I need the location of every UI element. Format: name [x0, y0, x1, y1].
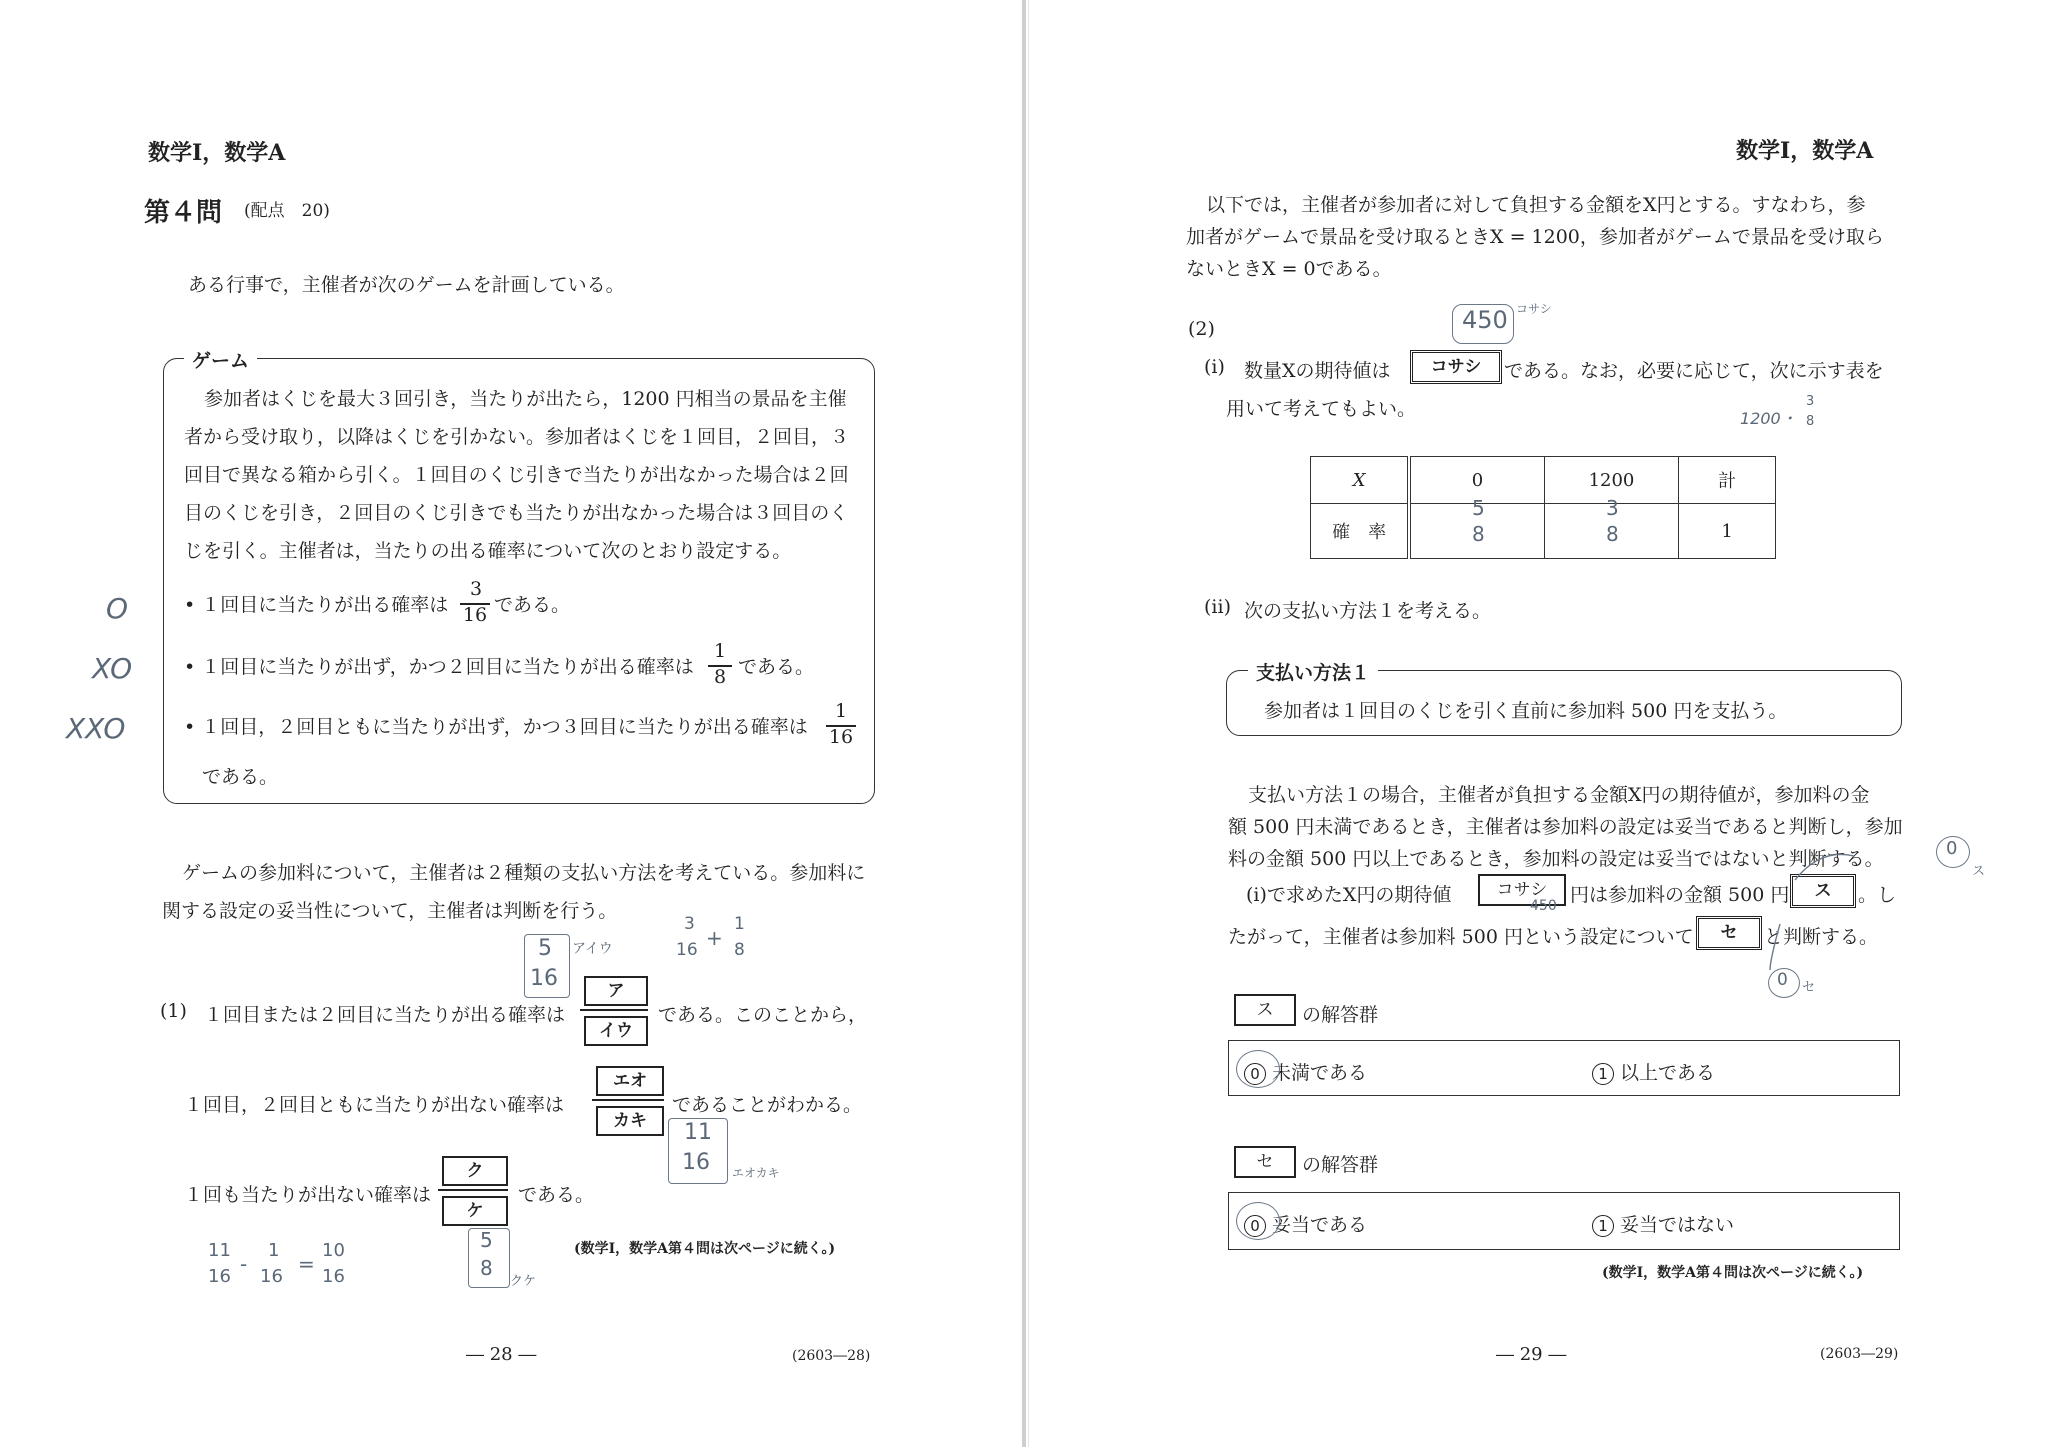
handwritten-calc: 1	[734, 914, 745, 934]
handwritten-number: 16	[682, 1150, 710, 1175]
handwritten-connector-lines	[1700, 840, 1940, 970]
game-line: 参加者はくじを最大３回引き，当たりが出たら，1200 円相当の景品を主催	[204, 388, 847, 410]
se-choice-label: の解答群	[1302, 1154, 1379, 1176]
q1-label: (1)	[160, 1000, 187, 1022]
answer-box-a[interactable]: ア	[584, 976, 648, 1006]
handwritten-number: 8	[480, 1256, 493, 1280]
handwritten-probability: 5	[1472, 496, 1485, 520]
game-line: じを引く。主催者は，当たりの出る確率について次のとおり設定する。	[184, 540, 792, 562]
handwritten-calc: -	[240, 1252, 248, 1276]
handwritten-note: ス	[1972, 864, 1986, 879]
answer-box-su[interactable]: ス	[1790, 874, 1856, 908]
fraction-bar	[438, 1189, 508, 1191]
fraction-bar	[580, 1009, 648, 1011]
handwritten-probability: 3	[1606, 496, 1619, 520]
page-number: ― 28 ―	[466, 1344, 537, 1365]
q2i-label: (i)	[1204, 356, 1225, 378]
answer-box-ke[interactable]: ケ	[442, 1196, 508, 1226]
handwritten-mark: XO	[92, 652, 133, 685]
answer-box-iu[interactable]: イウ	[584, 1016, 648, 1046]
q1b-text: １回目，２回目ともに当たりが出ない確率は	[184, 1094, 565, 1116]
paragraph-line: 料の金額 500 円以上であるとき，参加料の設定は妥当ではないと判断する。	[1228, 848, 1884, 870]
handwritten-mark: XXO	[66, 712, 126, 745]
q2-label: (2)	[1188, 318, 1215, 340]
table-row-label: 確 率	[1311, 504, 1410, 559]
q1-text: １回目または２回目に当たりが出る確率は	[204, 1004, 566, 1026]
book-spine-shadow	[1028, 0, 1029, 1447]
choice-option-1[interactable]: 1 妥当ではない	[1592, 1210, 1734, 1237]
answer-box-kosashi[interactable]: コサシ	[1410, 350, 1502, 384]
handwritten-number: 5	[480, 1228, 493, 1252]
handwritten-note: 450	[1530, 898, 1557, 914]
handwritten-answer: 0	[1946, 838, 1958, 859]
handwritten-calc: 1200・	[1740, 409, 1797, 428]
answer-box-ku[interactable]: ク	[442, 1156, 508, 1186]
handwritten-calc: 16	[208, 1266, 231, 1287]
handwritten-note: アイウ	[572, 941, 613, 957]
choice-option-0[interactable]: 0 妥当である	[1244, 1210, 1367, 1237]
paragraph-line: 関する設定の妥当性について，主催者は判断を行う。	[162, 900, 618, 922]
fraction-numerator: 3	[469, 578, 483, 600]
handwritten-answer: 0	[1777, 970, 1788, 990]
handwritten-calc: +	[706, 926, 723, 950]
choice-number: 1	[1592, 1215, 1614, 1237]
q2ii-label: (ii)	[1204, 596, 1231, 618]
game-box-title: ゲーム	[184, 346, 257, 373]
continue-note: (数学Ⅰ，数学A第４問は次ページに続く。)	[1602, 1265, 1864, 1281]
answer-box-eo[interactable]: エオ	[596, 1066, 664, 1096]
fraction-denominator: 16	[828, 726, 854, 748]
handwritten-probability: 8	[1606, 522, 1619, 546]
q2ii-text: 次の支払い方法１を考える。	[1244, 600, 1492, 622]
handwritten-number: 450	[1462, 306, 1508, 334]
answer-box-kaki[interactable]: カキ	[596, 1106, 664, 1136]
answer-box-kosashi-ref[interactable]: コサシ	[1478, 874, 1566, 906]
intro-line: 加者がゲームで景品を受け取るときX = 1200，参加者がゲームで景品を受け取ら	[1186, 226, 1884, 248]
bullet-tail: である。	[202, 766, 279, 788]
line-a-text: (i)で求めたX円の期待値	[1246, 884, 1452, 906]
book-spine	[1022, 0, 1026, 1447]
handwritten-number: 16	[530, 966, 558, 991]
handwritten-note: コサシ	[1516, 302, 1552, 316]
bullet-item: • １回目に当たりが出ず，かつ２回目に当たりが出る確率は	[184, 656, 694, 678]
se-choice-label-box: セ	[1234, 1146, 1296, 1178]
handwritten-calc: 8	[1806, 414, 1815, 429]
choice-number: 0	[1244, 1063, 1266, 1085]
handwritten-calc: 16	[676, 940, 698, 960]
table-header-cell: 1200	[1544, 457, 1678, 504]
choice-number: 0	[1244, 1215, 1266, 1237]
handwritten-number: 5	[538, 936, 552, 961]
handwritten-calc: 8	[734, 940, 745, 960]
line-a-text: 円は参加料の金額 500 円	[1570, 884, 1790, 906]
handwritten-calc: 11	[208, 1240, 231, 1261]
page-header: 数学Ⅰ，数学A	[1736, 138, 1874, 164]
fraction-bar	[592, 1099, 664, 1101]
q2i-tail: である。なお，必要に応じて，次に示す表を	[1504, 360, 1884, 382]
paragraph-line: 額 500 円未満であるとき，主催者は参加料の設定は妥当であると判断し，参加	[1228, 816, 1903, 838]
q1c-tail: である。	[518, 1184, 595, 1206]
game-line: 者から受け取り，以降はくじを引かない。参加者はくじを１回目，２回目，３	[184, 426, 850, 448]
handwritten-calc: 3	[1806, 394, 1815, 409]
intro-text: ある行事で，主催者が次のゲームを計画している。	[188, 274, 625, 296]
line-b-tail: と判断する。	[1764, 926, 1879, 948]
intro-line: ないときX = 0である。	[1186, 258, 1392, 280]
su-choice-label-box: ス	[1234, 994, 1296, 1026]
handwritten-calc: 16	[260, 1266, 283, 1287]
page-code: (2603―29)	[1820, 1346, 1899, 1362]
choice-option-1[interactable]: 1 以上である	[1592, 1058, 1715, 1085]
line-b-text: たがって，主催者は参加料 500 円という設定について	[1228, 926, 1694, 948]
handwritten-note: クケ	[510, 1274, 537, 1289]
table-header-cell: 0	[1409, 457, 1544, 504]
page-number: ― 29 ―	[1496, 1344, 1567, 1365]
line-a-tail: 。し	[1858, 884, 1897, 906]
fraction-numerator: 1	[713, 640, 727, 662]
intro-line: 以下では，主催者が参加者に対して負担する金額をX円とする。すなわち，参	[1206, 194, 1866, 216]
points-label: (配点 20)	[244, 201, 330, 221]
paragraph-line: 支払い方法１の場合，主催者が負担する金額X円の期待値が，参加料の金	[1248, 784, 1870, 806]
handwritten-calc: 10	[322, 1240, 345, 1261]
fraction-denominator: 8	[713, 666, 727, 688]
table-header-cell: X	[1311, 457, 1410, 504]
handwritten-circle	[1236, 1202, 1280, 1240]
q1c-text: １回も当たりが出ない確率は	[184, 1184, 432, 1206]
bullet-tail: である。	[738, 656, 815, 678]
handwritten-note: エオカキ	[732, 1166, 780, 1180]
handwritten-note: セ	[1802, 980, 1816, 995]
handwritten-calc: 16	[322, 1266, 345, 1287]
choice-option-0[interactable]: 0 未満である	[1244, 1058, 1367, 1085]
handwritten-mark: O	[106, 592, 129, 625]
payment-method-title: 支払い方法１	[1248, 658, 1378, 685]
page-code: (2603―28)	[792, 1348, 871, 1364]
q1-tail: である。このことから，	[658, 1004, 868, 1026]
bullet-item: • １回目，２回目ともに当たりが出ず，かつ３回目に当たりが出る確率は	[184, 716, 808, 738]
handwritten-calc: 3	[684, 914, 695, 934]
game-line: 回目で異なる箱から引く。１回目のくじ引きで当たりが出なかった場合は２回	[184, 464, 849, 486]
handwritten-circle	[1236, 1050, 1280, 1088]
su-choice-label: の解答群	[1302, 1004, 1379, 1026]
game-line: 目のくじを引き，２回目のくじ引きでも当たりが出なかった場合は３回目のく	[184, 502, 849, 524]
choice-number: 1	[1592, 1063, 1614, 1085]
question-title: 第４問	[144, 198, 223, 228]
table-row	[1311, 504, 1776, 559]
answer-box-se[interactable]: セ	[1696, 916, 1762, 950]
fraction-denominator: 16	[462, 604, 488, 626]
table-row	[1311, 457, 1776, 504]
page-header: 数学Ⅰ，数学A	[148, 140, 286, 166]
q2i-line2: 用いて考えてもよい。	[1226, 398, 1417, 420]
bullet-tail: である。	[494, 594, 571, 616]
q2i-text: 数量Xの期待値は	[1244, 360, 1391, 382]
bullet-item: • １回目に当たりが出る確率は	[184, 594, 449, 616]
probability-table	[1310, 456, 1776, 559]
handwritten-number: 11	[684, 1120, 712, 1145]
fraction-numerator: 1	[834, 700, 848, 722]
table-cell-total: 1	[1679, 504, 1776, 559]
table-header-cell: 計	[1679, 457, 1776, 504]
payment-method-text: 参加者は１回目のくじを引く直前に参加料 500 円を支払う。	[1264, 700, 1788, 722]
continue-note: (数学Ⅰ，数学A第４問は次ページに続く。)	[574, 1241, 836, 1257]
handwritten-probability: 8	[1472, 522, 1485, 546]
handwritten-calc: =	[298, 1252, 315, 1276]
paragraph-line: ゲームの参加料について，主催者は２種類の支払い方法を考えている。参加料に	[182, 862, 866, 884]
handwritten-calc: 1	[268, 1240, 280, 1261]
q1b-tail: であることがわかる。	[672, 1094, 863, 1116]
